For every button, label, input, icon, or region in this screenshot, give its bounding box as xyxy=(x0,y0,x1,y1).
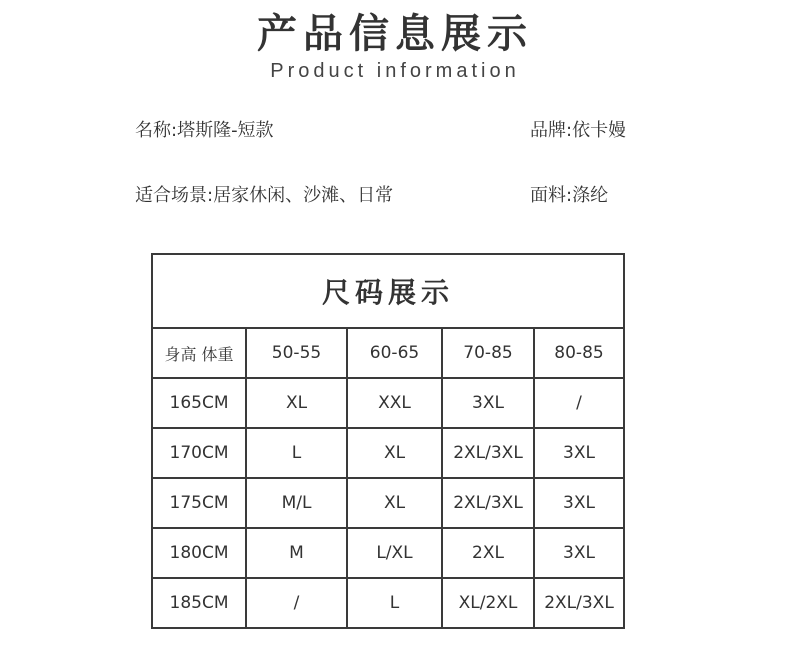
table-row xyxy=(152,378,624,428)
size-cell: L xyxy=(246,428,347,478)
size-cell: M xyxy=(246,528,347,578)
header-corner-label: 身高 体重 xyxy=(152,328,246,378)
product-brand: 品牌:依卡嫚 xyxy=(530,120,627,141)
weight-column-header: 70-85 xyxy=(442,328,534,378)
weight-column-header: 60-65 xyxy=(347,328,442,378)
size-table-title: 尺码展示 xyxy=(152,254,624,328)
size-table-header-row xyxy=(152,328,624,378)
page-title: 产品信息展示 xyxy=(257,11,533,57)
size-cell: 3XL xyxy=(534,428,624,478)
size-cell: 2XL/3XL xyxy=(534,578,624,628)
product-name: 名称:塔斯隆-短款 xyxy=(135,120,274,141)
size-cell: L xyxy=(347,578,442,628)
size-cell: 2XL/3XL xyxy=(442,478,534,528)
page-subtitle: Product information xyxy=(270,60,520,82)
size-cell: XXL xyxy=(347,378,442,428)
size-cell: M/L xyxy=(246,478,347,528)
weight-column-header: 50-55 xyxy=(246,328,347,378)
size-cell: XL xyxy=(246,378,347,428)
size-cell: 2XL/3XL xyxy=(442,428,534,478)
height-cell: 175CM xyxy=(152,478,246,528)
size-cell: / xyxy=(246,578,347,628)
product-scene: 适合场景:居家休闲、沙滩、日常 xyxy=(135,185,394,206)
table-row xyxy=(152,428,624,478)
table-row xyxy=(152,478,624,528)
size-cell: XL/2XL xyxy=(442,578,534,628)
height-cell: 165CM xyxy=(152,378,246,428)
size-cell: XL xyxy=(347,428,442,478)
size-cell: 3XL xyxy=(534,478,624,528)
height-cell: 180CM xyxy=(152,528,246,578)
height-cell: 185CM xyxy=(152,578,246,628)
size-table xyxy=(151,253,625,629)
size-cell: 3XL xyxy=(442,378,534,428)
size-cell: / xyxy=(534,378,624,428)
size-cell: XL xyxy=(347,478,442,528)
weight-column-header: 80-85 xyxy=(534,328,624,378)
height-cell: 170CM xyxy=(152,428,246,478)
size-cell: L/XL xyxy=(347,528,442,578)
table-row xyxy=(152,528,624,578)
size-cell: 2XL xyxy=(442,528,534,578)
size-cell: 3XL xyxy=(534,528,624,578)
product-fabric: 面料:涤纶 xyxy=(530,185,609,206)
table-row xyxy=(152,578,624,628)
